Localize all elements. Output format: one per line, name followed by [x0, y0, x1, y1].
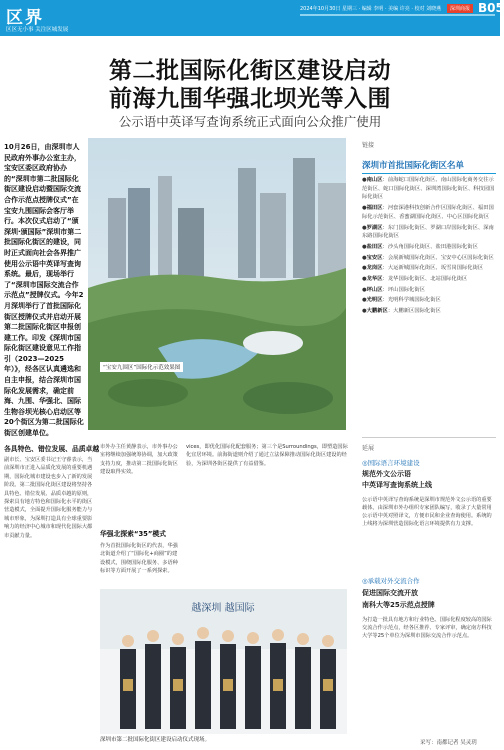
paper-tag: 深圳商报: [447, 4, 473, 13]
section-divider: [362, 437, 496, 438]
section2-label: 延展: [362, 445, 375, 452]
ceremony-caption: 深圳市第二批国际化街区建设启动仪式现场。: [100, 737, 211, 743]
list-item: ●大鹏新区：大鹏新区国际化街区: [362, 308, 441, 315]
col2-heading: 华强北探索“35”模式: [100, 530, 166, 538]
issue-date: 2024年10月30日 星期三 · 编辑 李明 · 美编 许亮 · 校对 刘晓燕: [300, 6, 442, 12]
section2-title1: 规范外文公示语: [362, 470, 411, 478]
sidebar-heading: 深圳市首批国际化街区名单: [362, 159, 496, 174]
section2-title4: 南科大等25示范点授牌: [362, 601, 435, 609]
section2-title3: 促进国际交流开放: [362, 589, 418, 597]
ceremony-illustration: [100, 589, 347, 734]
list-item: ●龙岗区：大运新城国际化街区、坂雪岗国际化街区: [362, 265, 484, 272]
section2-title2: 中英译写查询系统上线: [362, 481, 432, 489]
col1-heading: 各具特色、错位发展、品质卓越: [4, 445, 100, 453]
section2-text2: 为打造一批具有地方和行业特色、国际化程度较高的国际交流合作示范点，经各区推荐、专家评审，确定南方科技大学等25个单位为深圳市国际交流合作示范点。: [362, 617, 492, 639]
list-item: ●福田区：河套深港科技创新合作区国际化街区、福田国际化示范街区、香蜜湖国际化街区、中心区国际化街区: [362, 205, 494, 220]
header-divider: [300, 14, 495, 16]
col2-text2: 作为首批国际化街区的代表，华强北街道介绍了“国际化+商圈”的建设模式，围绕国际化服务、多语种标识等方面开展了一系列探索。: [100, 543, 178, 575]
list-item: ●光明区：光明科学城国际化街区: [362, 297, 441, 304]
section2-kicker: ◎国际语言环境建设: [362, 459, 420, 467]
section-logo: 区界: [6, 8, 44, 28]
list-item: ●宝安区：会展新城国际化街区、宝安中心区国际化街区: [362, 254, 494, 261]
page-header: [0, 0, 504, 36]
headline-line1: 第二批国际化街区建设启动: [109, 57, 391, 84]
lead-paragraph: 10月26日，由深圳市人民政府外事办公室主办，宝安区委区政府协办的“深圳市第二批国际化街区建设启动暨国际交流合作示范点授牌仪式”在宝安九围国际会客厅举行。本次仪式启动了“颁深圳·颁国际”深圳市第二批国际化街区的建设，同时正式面向社会各界推广使用公示语中英译写查询系统。最后，现场举行了“深圳市国际交流合作示范点”授牌仪式。今年2月深圳举行了首批国际化街区授牌仪式并启动开展第二批国际化街区申报创建工作。印发《深圳市国际化街区建设意见工作指引（2023—2025年）》，经各区认真遴选和自主申报，结合深圳市国际化发展需求，确定前海、九围、华强北、国际生物谷坝光核心启动区等20个街区为第二批国际化街区创建单位。: [4, 143, 84, 438]
photo-caption: “宝安九围区”国际化示范效果图: [100, 362, 183, 372]
list-item: ●龙华区：龙华国际化街区、北站国际化街区: [362, 276, 468, 283]
list-item: ●盐田区：沙头角国际化街区、盐田港国际化街区: [362, 243, 478, 250]
headline-line2: 前海九围华强北坝光等入围: [109, 85, 391, 112]
section-slogan: 区区无小事 关注区城发展: [6, 27, 69, 33]
section2-kicker2: ◎承载对外交流合作: [362, 577, 420, 585]
banner-text: 越深圳 越国际: [191, 603, 255, 614]
headline-subtitle: 公示语中英译写查询系统正式面向公众推广使用: [118, 114, 382, 129]
section2-text: 公示语中英译写查询系统是深圳市规范外文公示语的重要载体，由深圳市外办组织专家团队编写，收录了大量常用公示语中英对照译文，方便市民和企业查询使用。系统的上线将为深圳营造国际化语言环境提供有力支撑。: [362, 497, 492, 527]
page-number: B05: [478, 1, 504, 15]
sidebar-list: [362, 140, 496, 316]
col1-text: 副市长、宝安区委书记王守睿表示，当前深圳市正进入品质化发展的重要机遇期，国际化城市建设也步入了新的发展阶段。第二批国际化街区建设将坚持各具特色、错位发展、品质卓越的原则，探索具有地方特色和国际化水平的街区营造模式，全面提升国际化服务能力与城市形象，为深圳打造具有全球重要影响力的经济中心城市和现代化国际大都市贡献力量。: [4, 457, 93, 539]
render-illustration: [88, 138, 346, 430]
list-item: ●坪山区：坪山国际化街区: [362, 286, 425, 293]
ceremony-photo: [100, 589, 347, 734]
col3-text: vices，即优化国际化配套服务；第三个是Surroundings，即塑造国际化宜居环境。前海街道则介绍了通过立法保障推动国际化街区建设的经验，为深圳各街区提供了有益借鉴。: [186, 444, 348, 467]
byline: 采写：南都记者 吴灵玥: [420, 740, 477, 746]
col2-text: 市外办主任黄静表示，市外事办公室将继续加强统筹协调，加大政策支持力度，推动第二批国际化街区建设取得实效。: [100, 444, 178, 476]
list-item: ●罗湖区：东门国际化街区、罗湖口岸国际化街区、深南东路国际化街区: [362, 224, 494, 240]
list-item: ●南山区：前海蛇口国际化街区、南山国际化商务交往示范街区、蛇口国际化街区、深圳湾国际化街区、科技园国际化街区: [362, 177, 495, 201]
sidebar-label: 链接: [362, 142, 375, 149]
district-render-photo: [88, 138, 346, 430]
